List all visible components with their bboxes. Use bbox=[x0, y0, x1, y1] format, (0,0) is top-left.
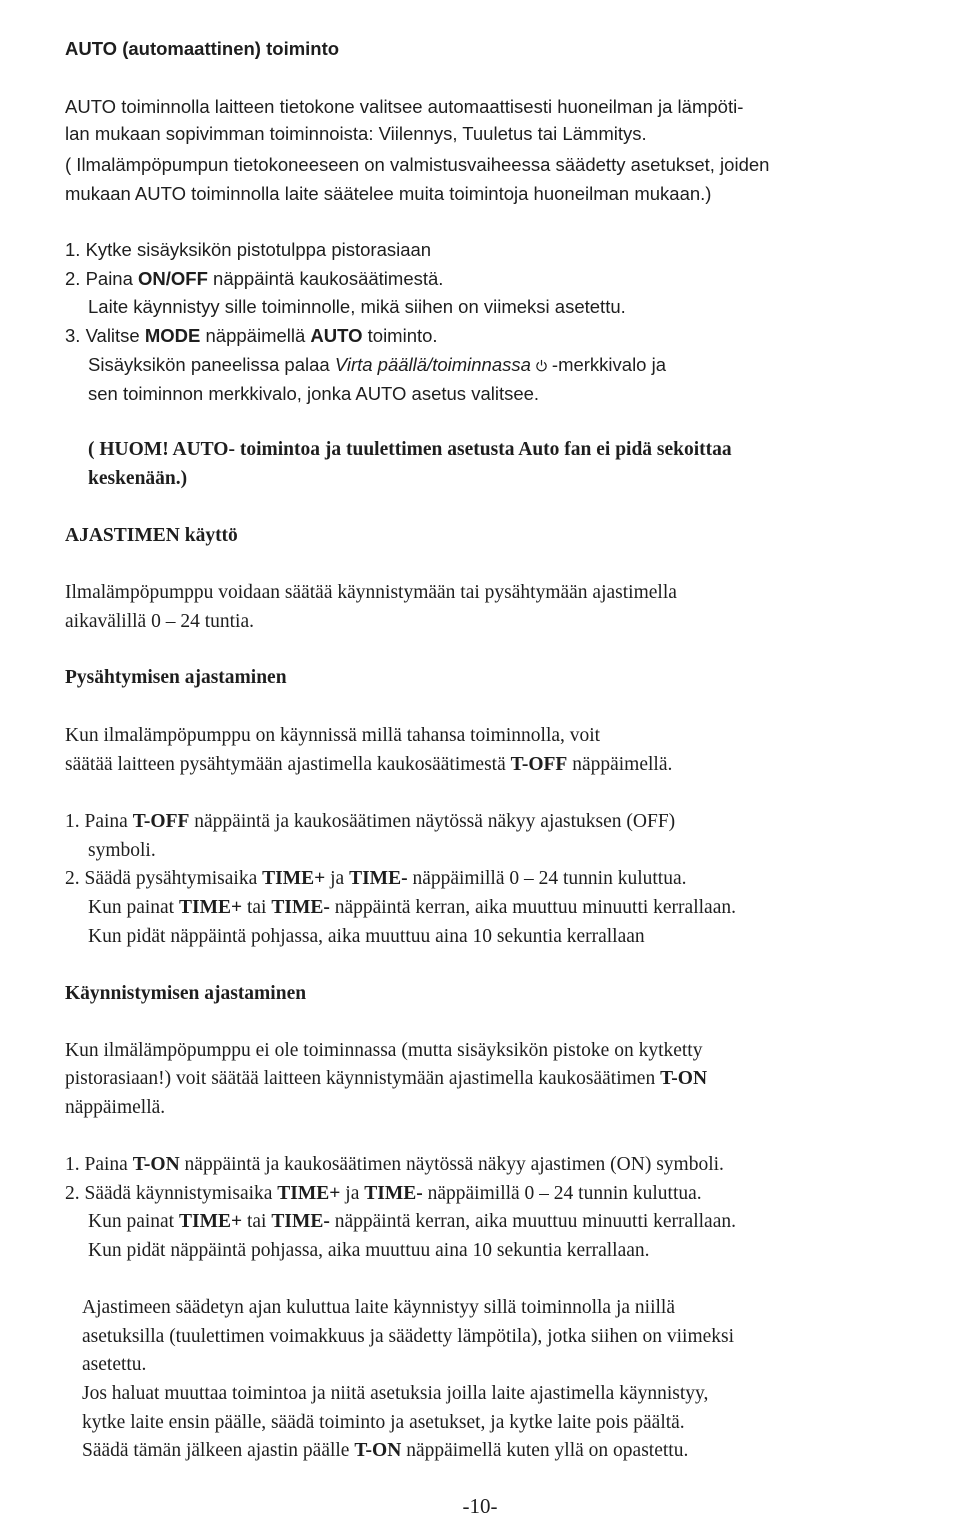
final-para-line4: Jos haluat muuttaa toimintoa ja niitä asetuksia joilla laite ajastimella käynnistyy, bbox=[82, 1383, 709, 1404]
key-t-off: T-OFF bbox=[132, 811, 190, 832]
auto-step-1: 1. Kytke sisäyksikön pistotulppa pistorasiaan bbox=[65, 239, 432, 260]
page-number: -10- bbox=[462, 1494, 498, 1518]
text: näppäimellä bbox=[200, 325, 311, 346]
text: 1. Paina bbox=[65, 1154, 133, 1175]
text: 2. Säädä käynnistymisaika bbox=[65, 1183, 278, 1204]
on-timer-step-2-b: Kun pidät näppäintä pohjassa, aika muuttuu aina 10 sekuntia kerrallaan. bbox=[88, 1240, 650, 1261]
key-time-plus: TIME+ bbox=[178, 1211, 243, 1232]
off-timer-step-2-b: Kun pidät näppäintä pohjassa, aika muuttuu aina 10 sekuntia kerrallaan bbox=[88, 926, 645, 947]
text: Säädä tämän jälkeen ajastin päälle bbox=[82, 1440, 355, 1461]
off-timer-heading: Pysähtymisen ajastaminen bbox=[65, 667, 287, 688]
key-t-on: T-ON bbox=[132, 1154, 180, 1175]
text: Kun painat bbox=[88, 1211, 179, 1232]
on-timer-step-2 bbox=[65, 1181, 702, 1207]
auto-intro-line1: AUTO toiminnolla laitteen tietokone valitsee automaattisesti huoneilman ja lämpöti- bbox=[65, 96, 744, 117]
auto-intro-line3: ( Ilmalämpöpumpun tietokoneeseen on valmistusvaiheessa säädetty asetukset, joiden bbox=[65, 154, 770, 175]
auto-warning-line2: keskenään.) bbox=[88, 468, 188, 489]
auto-step-2-note: Laite käynnistyy sille toiminnolle, mikä siihen on viimeksi asetettu. bbox=[88, 296, 626, 317]
on-timer-para-line3: näppäimellä. bbox=[65, 1097, 166, 1118]
auto-step-2 bbox=[65, 266, 443, 292]
on-timer-para-line2 bbox=[65, 1066, 707, 1092]
text: säätää laitteen pysähtymään ajastimella kaukosäätimestä bbox=[65, 754, 511, 775]
auto-step-3-note-line1 bbox=[88, 352, 666, 378]
off-timer-step-2 bbox=[65, 866, 687, 892]
text: ja bbox=[340, 1183, 365, 1204]
off-timer-para-line1: Kun ilmalämpöpumppu on käynnissä millä tahansa toiminnolla, voit bbox=[65, 725, 601, 746]
text: tai bbox=[242, 1211, 272, 1232]
key-time-plus: TIME+ bbox=[262, 868, 326, 889]
key-time-minus: TIME- bbox=[271, 1211, 330, 1232]
off-timer-step-2-a bbox=[88, 895, 736, 921]
on-timer-para-line1: Kun ilmälämpöpumppu ei ole toiminnassa (mutta sisäyksikön pistoke on kytketty bbox=[65, 1040, 703, 1061]
auto-intro-line2: lan mukaan sopivimman toiminnoista: Viilennys, Tuuletus tai Lämmitys. bbox=[65, 123, 647, 144]
text: näppäintä kaukosäätimestä. bbox=[207, 268, 444, 289]
text: näppäimellä kuten yllä on opastettu. bbox=[401, 1440, 689, 1461]
final-para-line6 bbox=[82, 1438, 688, 1464]
off-timer-step-1-cont: symboli. bbox=[88, 840, 156, 861]
key-mode: MODE bbox=[144, 325, 201, 346]
key-on-off: ON/OFF bbox=[138, 268, 208, 289]
text: näppäintä kerran, aika muuttuu minuutti kerrallaan. bbox=[329, 897, 736, 918]
auto-step-3-note-line2: sen toiminnon merkkivalo, jonka AUTO asetus valitsee. bbox=[88, 383, 540, 404]
key-time-plus: TIME+ bbox=[277, 1183, 341, 1204]
auto-intro-line4: mukaan AUTO toiminnolla laite säätelee muita toimintoja huoneilman mukaan.) bbox=[65, 183, 712, 204]
key-t-off: T-OFF bbox=[510, 754, 568, 775]
text: Sisäyksikön paneelissa palaa bbox=[88, 354, 335, 375]
text: 3. Valitse bbox=[65, 325, 145, 346]
off-timer-step-1 bbox=[65, 809, 675, 835]
key-t-on: T-ON bbox=[660, 1068, 708, 1089]
key-time-minus: TIME- bbox=[349, 868, 408, 889]
text: 1. Paina bbox=[65, 811, 133, 832]
text: Kun painat bbox=[88, 897, 179, 918]
text: näppäimillä 0 – 24 tunnin kuluttua. bbox=[422, 1183, 702, 1204]
auto-step-3 bbox=[65, 323, 438, 349]
off-timer-para-line2 bbox=[65, 752, 672, 778]
on-timer-heading: Käynnistymisen ajastaminen bbox=[65, 983, 307, 1004]
power-icon bbox=[535, 359, 548, 372]
final-para-line1: Ajastimeen säädetyn ajan kuluttua laite käynnistyy sillä toiminnolla ja niillä bbox=[82, 1297, 675, 1318]
final-para-line2: asetuksilla (tuulettimen voimakkuus ja säädetty lämpötila), jotka siihen on viimeksi bbox=[82, 1326, 735, 1347]
text: 2. Säädä pysähtymisaika bbox=[65, 868, 263, 889]
final-para-line5: kytke laite ensin päälle, säädä toiminto ja asetukset, ja kytke laite pois päältä. bbox=[82, 1412, 685, 1433]
text: näppäintä ja kaukosäätimen näytössä näkyy ajastuksen (OFF) bbox=[189, 811, 676, 832]
key-time-minus: TIME- bbox=[364, 1183, 423, 1204]
auto-warning-line1: ( HUOM! AUTO- toimintoa ja tuulettimen asetusta Auto fan ei pidä sekoittaa bbox=[88, 439, 732, 460]
timer-intro-line2: aikavälillä 0 – 24 tuntia. bbox=[65, 611, 254, 632]
text: -merkkivalo ja bbox=[551, 354, 667, 375]
text: näppäimillä 0 – 24 tunnin kuluttua. bbox=[407, 868, 687, 889]
key-t-on: T-ON bbox=[354, 1440, 402, 1461]
text: 2. Paina bbox=[65, 268, 139, 289]
key-auto: AUTO bbox=[310, 325, 363, 346]
text: ja bbox=[325, 868, 350, 889]
timer-intro-line1: Ilmalämpöpumppu voidaan säätää käynnistymään tai pysähtymään ajastimella bbox=[65, 582, 677, 603]
text: tai bbox=[242, 897, 272, 918]
text: pistorasiaan!) voit säätää laitteen käynnistymään ajastimella kaukosäätimen bbox=[65, 1068, 661, 1089]
text: näppäintä ja kaukosäätimen näytössä näkyy ajastimen (ON) symboli. bbox=[179, 1154, 724, 1175]
key-time-minus: TIME- bbox=[271, 897, 330, 918]
key-time-plus: TIME+ bbox=[178, 897, 243, 918]
timer-heading: AJASTIMEN käyttö bbox=[65, 525, 238, 546]
final-para-line3: asetettu. bbox=[82, 1354, 147, 1375]
indicator-name: Virta päällä/toiminnassa bbox=[334, 354, 531, 375]
text: näppäimellä. bbox=[567, 754, 673, 775]
on-timer-step-2-a bbox=[88, 1209, 736, 1235]
text: näppäintä kerran, aika muuttuu minuutti kerrallaan. bbox=[329, 1211, 736, 1232]
text: toiminto. bbox=[362, 325, 438, 346]
on-timer-step-1 bbox=[65, 1152, 724, 1178]
auto-heading: AUTO (automaattinen) toiminto bbox=[65, 38, 340, 59]
